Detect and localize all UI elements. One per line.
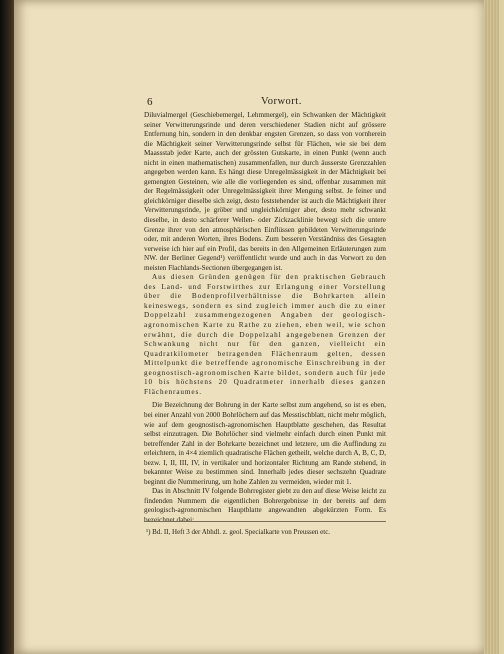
page-number: 6 [147,96,153,108]
running-head: Vorwort. [261,96,302,107]
page-fore-edge [484,0,504,654]
footnote: ¹) Bd. II, Heft 3 der Abhdl. z. geol. Specialkarte von Preussen etc. [146,528,331,536]
paragraph: Das in Abschnitt IV folgende Bohrregister giebt zu den auf diese Weise leicht zu findenden Nummern die eigentlichen Bohrergebnisse in der bereits auf dem geologisch-agronomischen Hauptblatte angewandten abgekürzten Form. Es bezeichnet dabei: [144,487,386,524]
footnote-divider [144,521,386,522]
paragraph: Diluvialmergel (Geschiebemergel, Lehmmergel), ein Schwanken der Mächtigkeit seiner Verwitterungsrinde und deren verschiedener Stadien nicht auf grössere Entfernung hin, sondern in den denkbar engsten Grenzen, so dass von vornherein die Mächtigkeit seiner Verwitterungsrinde selbst für Flächen, wie sie bei dem Maassstab jeder Karte, auch der grössten Gutskarte, in einen Punkt (wenn auch nicht in einen mathematischen) zusammenfallen, nur durch äusserste Grenzzahlen angegeben werden kann. Es hängt diese Unregelmässigkeit in der Mächtigkeit bei gemengten Gesteinen, wie alle die vorliegenden es sind, offenbar zusammen mit der Regelmässigkeit oder Unregelmässigkeit ihrer Mengung selbst. Je feiner und gleichkörniger dieselbe sich zeigt, desto feststehender ist auch die Mächtigkeit ihrer Verwitterungsrinde, je gröber und ungleichkörniger aber, desto mehr schwankt dieselbe, in desto schärferer Wellen- oder Zickzacklinie bewegt sich die untere Grenze ihrer von den atmosphärischen Einflüssen gebildeten Verwitterungsrinde oder, mit anderen Worten, ihres Bodens. Zum besseren Verständniss des Gesagten verweise ich hier auf ein Profil, das bereits in den Allgemeinen Erläuterungen zum NW. der Berliner Gegend¹) veröffentlicht wurde und auch in das Vorwort zu den meisten Flachlands-Sectionen übergegangen ist. [144,111,386,272]
body-text [144,111,386,526]
paragraph: Die Bezeichnung der Bohrung in der Karte selbst zum angehend, so ist es eben, bei einer Anzahl von 2000 Bohrlöchern auf das Messtischblatt, nicht mehr möglich, wie auf dem geognostisch-agronomischen Hauptblatte geschehen, das Resultat selbst einzutragen. Die Bohrlöcher sind vielmehr einfach durch einen Punkt mit betreffender Zahl in der Bohrkarte bezeichnet und letztere, um die Auffindung zu erleichtern, in 4×4 ziemlich quadratische Flächen getheilt, welche durch A, B, C, D, bezw. I, II, III, IV, in vertikaler und horizontaler Richtung am Rande stehend, in bekannter Weise zu bestimmen sind. Innerhalb jedes dieser sechszehn Quadrate beginnt die Nummerirung, um hohe Zahlen zu vermeiden, wieder mit 1. [144,401,386,486]
paragraph: Aus diesen Gründen genügen für den praktischen Gebrauch des Land- und Forstwirthes zur Erlangung einer Vorstellung über die Bodenprofilverhältnisse die Bohrkarten allein keineswegs, sondern es sind zugleich immer auch die zu einer Doppelzahl zusammengezogenen Angaben der geologisch-agronomischen Karte zu Rathe zu ziehen, eben weil, wie schon erwähnt, die durch die Doppelzahl angegebenen Grenzen der Schwankung nicht nur für den ganzen, vielleicht ein Quadratkilometer betragenden Flächenraum gelten, dessen Mittelpunkt die betreffende agronomische Einschreibung in der geognostisch-agronomischen Karte bildet, sondern auch für jede 10 bis höchstens 20 Quadratmeter innerhalb dieses ganzen Flächenraumes. [144,273,386,396]
